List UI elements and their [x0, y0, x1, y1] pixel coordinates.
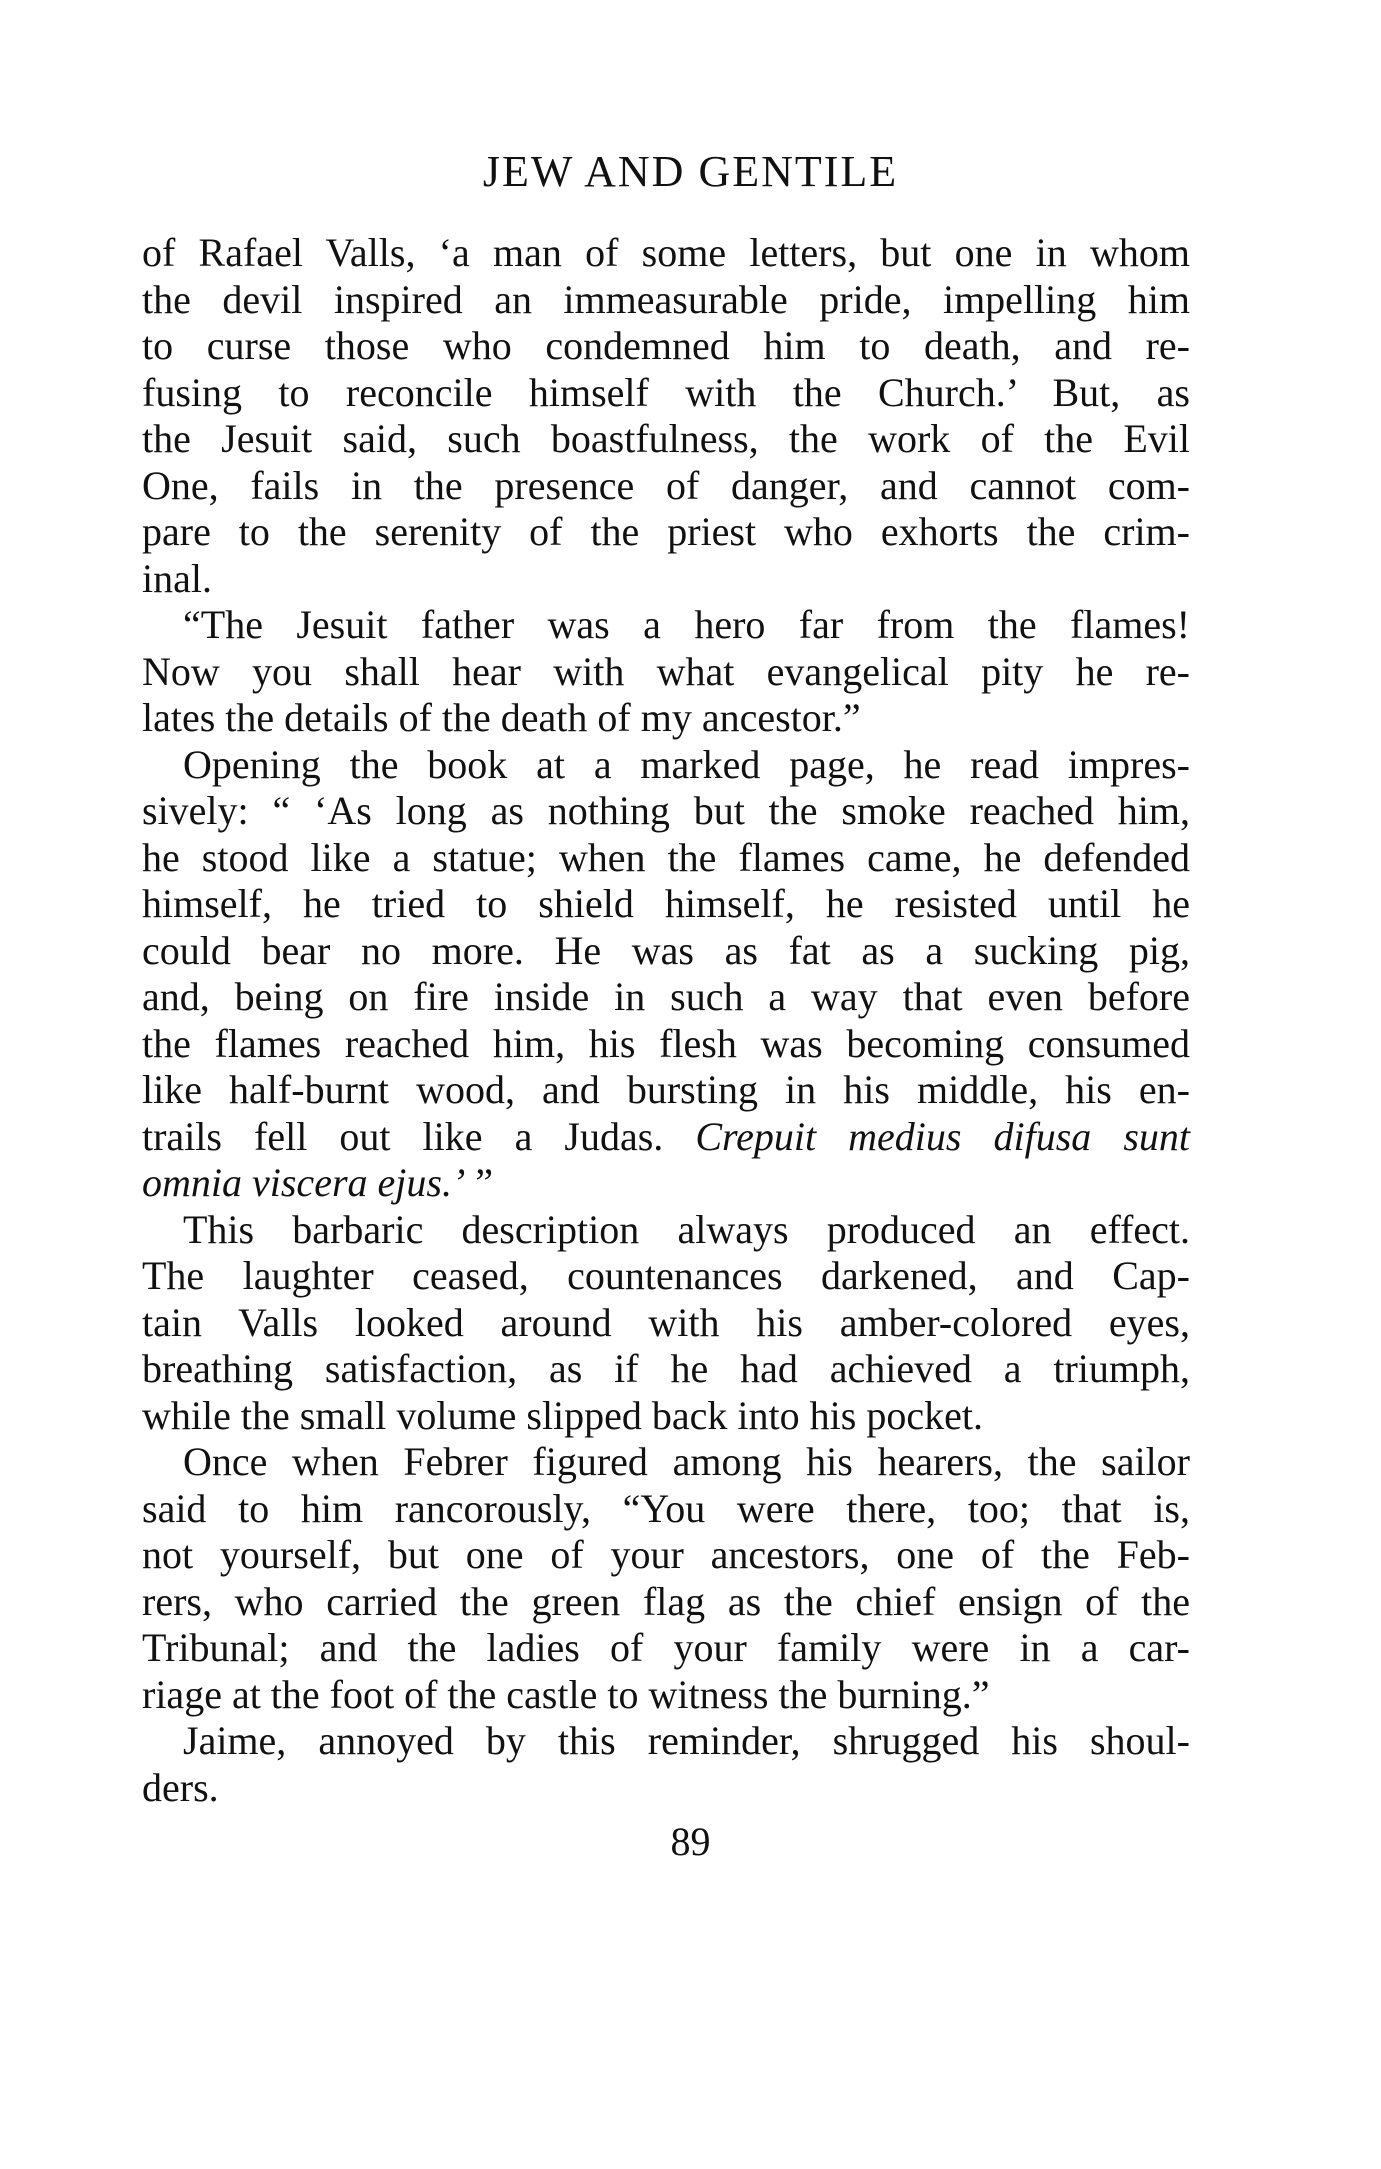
text-line	[142, 742, 1190, 789]
text-segment: trails fell out like a Judas.	[142, 1113, 696, 1159]
text-segment: while the small volume slipped back into his pocket.	[142, 1392, 983, 1438]
text-segment: he stood like a statue; when the flames came, he defended	[142, 834, 1190, 880]
text-segment: rers, who carried the green flag as the chief ensign of the	[142, 1578, 1190, 1624]
text-segment: the Jesuit said, such boastfulness, the work of the Evil	[142, 416, 1190, 461]
text-line	[142, 556, 1190, 603]
text-segment: to curse those who condemned him to death, and re-	[142, 323, 1190, 368]
text-segment: ”	[465, 1160, 494, 1205]
text-segment: Now you shall hear with what evangelical pity he re-	[142, 648, 1190, 694]
text-segment: This barbaric description always produced an effect.	[183, 1206, 1190, 1252]
text-line	[142, 602, 1190, 649]
text-line	[142, 1114, 1190, 1161]
text-segment: riage at the foot of the castle to witness the burning.”	[142, 1671, 990, 1717]
text-line	[142, 835, 1190, 882]
text-line	[142, 1439, 1190, 1486]
text-line	[142, 695, 1190, 742]
text-line	[142, 1625, 1190, 1672]
italic-text: omnia viscera ejus.’	[142, 1160, 466, 1205]
text-line	[142, 1393, 1190, 1440]
text-segment: of Rafael Valls, ‘a man of some letters, but one in whom	[142, 230, 1190, 275]
text-line	[142, 1718, 1190, 1765]
text-line	[142, 509, 1190, 556]
text-segment: fusing to reconcile himself with the Church.’ But, as	[142, 369, 1190, 415]
text-line	[142, 1207, 1190, 1254]
text-line	[142, 230, 1190, 277]
text-line	[142, 1253, 1190, 1300]
italic-text: Crepuit medius difusa sunt	[695, 1113, 1190, 1159]
text-line	[142, 881, 1190, 928]
text-segment: not yourself, but one of your ancestors, one of the Feb-	[142, 1532, 1190, 1577]
text-line	[142, 1579, 1190, 1626]
text-segment: could bear no more. He was as fat as a sucking pig,	[142, 927, 1190, 973]
text-segment: tain Valls looked around with his amber-colored eyes,	[142, 1299, 1190, 1345]
text-line	[142, 463, 1190, 510]
text-line	[142, 1300, 1190, 1347]
text-segment: The laughter ceased, countenances darkened, and Cap-	[142, 1253, 1190, 1298]
text-line	[142, 788, 1190, 835]
text-segment: himself, he tried to shield himself, he resisted until he	[142, 881, 1190, 926]
text-segment: One, fails in the presence of danger, and cannot com-	[142, 462, 1190, 508]
text-line	[142, 370, 1190, 417]
text-line	[142, 1486, 1190, 1533]
running-header: JEW AND GENTILE	[482, 147, 899, 196]
text-line	[142, 1160, 1190, 1207]
text-segment: the flames reached him, his flesh was becoming consumed	[142, 1020, 1190, 1066]
text-line	[142, 649, 1190, 696]
text-segment: “The Jesuit father was a hero far from the flames!	[183, 602, 1190, 647]
text-segment: like half-burnt wood, and bursting in his middle, his en-	[142, 1067, 1190, 1112]
text-segment: Once when Febrer figured among his hearers, the sailor	[183, 1439, 1190, 1484]
text-segment: Tribunal; and the ladies of your family were in a car-	[142, 1625, 1190, 1670]
text-segment: said to him rancorously, “You were there, too; that is,	[142, 1485, 1190, 1531]
text-line	[142, 1672, 1190, 1719]
text-segment: pare to the serenity of the priest who exhorts the crim-	[142, 509, 1190, 554]
body-text	[142, 230, 1190, 1811]
text-line	[142, 1067, 1190, 1114]
text-segment: ders.	[142, 1764, 219, 1810]
text-segment: and, being on fire inside in such a way that even before	[142, 974, 1190, 1019]
text-line	[142, 928, 1190, 975]
text-segment: Jaime, annoyed by this reminder, shrugged his shoul-	[183, 1718, 1190, 1763]
text-line	[142, 974, 1190, 1021]
text-line	[142, 1021, 1190, 1068]
text-segment: sively: “ ‘As long as nothing but the smoke reached him,	[142, 788, 1190, 833]
text-segment: Opening the book at a marked page, he read impres-	[183, 741, 1190, 787]
text-line	[142, 1765, 1190, 1812]
text-segment: breathing satisfaction, as if he had achieved a triumph,	[142, 1346, 1190, 1391]
page-number: 89	[670, 1819, 711, 1864]
text-line	[142, 1346, 1190, 1393]
text-line	[142, 277, 1190, 324]
text-line	[142, 1532, 1190, 1579]
text-segment: inal.	[142, 555, 212, 601]
text-line	[142, 323, 1190, 370]
text-segment: the devil inspired an immeasurable pride, impelling him	[142, 276, 1190, 322]
text-segment: lates the details of the death of my ancestor.”	[142, 695, 861, 740]
text-line	[142, 416, 1190, 463]
